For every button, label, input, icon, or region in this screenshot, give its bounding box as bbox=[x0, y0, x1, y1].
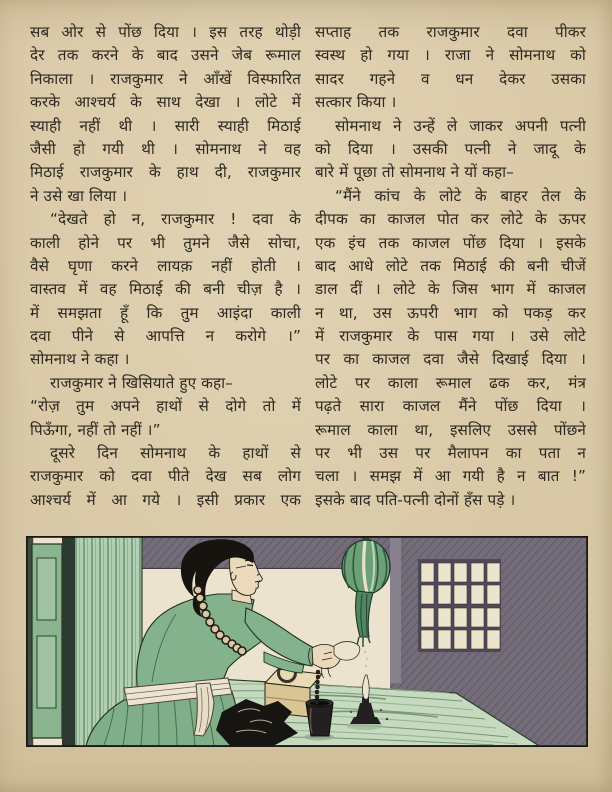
text-line: में राजकुमार के पास गया । उसे लोटे bbox=[315, 327, 586, 346]
text-line: करके आश्चर्य के साथ देखा । लोटे में bbox=[30, 93, 301, 112]
text-line: डाल दीं । लोटे के जिस भाग में काजल bbox=[315, 280, 586, 299]
text-line: काली होने पर भी तुमने जैसे सोचा, bbox=[30, 233, 301, 252]
text-line: “देखते हो न, राजकुमार ! दवा के bbox=[50, 210, 301, 229]
white-cloth bbox=[334, 642, 360, 661]
text-line: राजकुमार ने खिसियाते हुए कहा– bbox=[50, 373, 233, 392]
text-line: न था, उस ऊपरी भाग को पकड़ कर bbox=[315, 303, 586, 322]
paned-window bbox=[418, 559, 501, 652]
text-line: “मैंने कांच के लोटे के बाहर तेल के bbox=[335, 186, 586, 205]
text-area bbox=[30, 21, 586, 512]
text-line: निकाला । राजकुमार ने आँखें विस्फारित bbox=[30, 69, 301, 88]
text-line: “रोज़ तुम अपने हाथों से दोगे तो में bbox=[30, 397, 301, 416]
text-line: सब ओर से पोंछ दिया । इस तरह थोड़ी bbox=[30, 23, 301, 41]
text-line: एक इंच तक काजल पोंछ दिया । इसके bbox=[315, 233, 586, 252]
text-line: चला । समझ में आ गयी है न बात !” bbox=[315, 467, 586, 486]
text-line: ने उसे खा लिया । bbox=[30, 186, 128, 205]
text-line: सोमनाथ ने कहा । bbox=[30, 350, 130, 369]
text-column-left bbox=[30, 21, 301, 512]
text-line: स्याही नहीं थी । सारी स्याही मिठाई bbox=[30, 116, 301, 135]
open-door bbox=[27, 537, 75, 746]
text-line: आश्चर्य में आ गये । इसी प्रकार एक bbox=[30, 490, 301, 509]
text-line: में समझता हूँ कि तुम आइंदा काली bbox=[30, 303, 301, 322]
text-line: जैसी हो गयी थी । सोमनाथ ने वह bbox=[30, 139, 301, 158]
text-line: बारे में पूछा तो सोमनाथ ने यों कहा– bbox=[315, 163, 514, 182]
text-line: वैसे घृणा करने लायक़ नहीं होती । bbox=[30, 256, 301, 275]
text-line: स्वस्थ हो गया । राजा ने सोमनाथ को bbox=[315, 46, 586, 65]
text-line: सत्कार किया । bbox=[315, 93, 397, 112]
text-line: बाद आधे लोटे तक मिठाई की बनी चीजें bbox=[315, 256, 586, 275]
text-line: इसके बाद पति-पत्नी दोनों हँस पड़े । bbox=[315, 490, 516, 509]
text-line: दूसरे दिन सोमनाथ के हाथों से bbox=[50, 444, 301, 463]
text-line: वास्तव में वह मिठाई की बनी चीज़ है । bbox=[30, 280, 301, 299]
text-line: लोटे पर काला रूमाल ढक कर, मंत्र bbox=[315, 373, 586, 392]
text-line: पढ़ते सारा काजल मैंने पोंछ दिया । bbox=[315, 397, 586, 416]
text-column-right bbox=[315, 21, 586, 512]
text-line: राजकुमार को दवा पीते देख सब लोग bbox=[30, 467, 301, 486]
text-line: दीपक का काजल पोत कर लोटे के ऊपर bbox=[315, 210, 586, 229]
text-line: पिऊँगा, नहीं तो नहीं ।” bbox=[30, 420, 161, 439]
text-line: देर तक करने के बाद उसने जेब रूमाल bbox=[30, 46, 301, 65]
story-illustration bbox=[26, 536, 588, 747]
text-line: पर भी उस पर मैलापन का पता न bbox=[315, 444, 586, 463]
text-line: पर का काजल दवा जैसे दिखाई दिया । bbox=[315, 350, 586, 369]
text-line: सप्ताह तक राजकुमार दवा पीकर bbox=[315, 23, 586, 41]
text-line: रूमाल काला था, इसलिए उससे पोंछने bbox=[315, 420, 586, 439]
text-line: मिठाई राजकुमार के हाथ दी, राजकुमार bbox=[30, 163, 301, 182]
text-line: को दिया । उसकी पत्नी ने जादू के bbox=[315, 139, 586, 158]
text-line: दवा पीने से आपत्ति न करोगे ।” bbox=[30, 327, 301, 346]
text-line: सादर गहने व धन देकर उसका bbox=[315, 69, 586, 88]
text-line: सोमनाथ ने उन्हें ले जाकर अपनी पत्नी bbox=[335, 116, 586, 135]
